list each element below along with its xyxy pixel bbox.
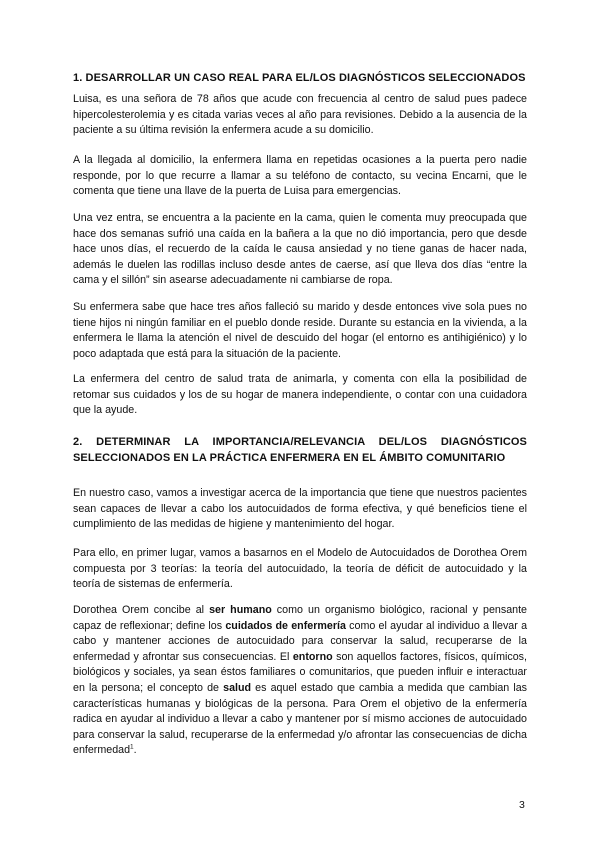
arrival-paragraph: A la llegada al domicilio, la enfermera llama en repetidas ocasiones a la puerta pero nadie responde, por lo que recurre a llamar a su teléfono de contacto, su vecina Encarni, que le comenta que tiene una llave de la puerta de Luisa para emergencias. bbox=[73, 154, 527, 198]
orem-model-paragraph: Para ello, en primer lugar, vamos a basarnos en el Modelo de Autocuidados de Dorothea Orem compuesta por 3 teorías: la teoría del autocuidado, la teoría de déficit de autocuidado y la teoría de sistemas de enfermería. bbox=[73, 547, 527, 591]
orem-concepts-paragraph: Dorothea Orem concibe al ser humano como un organismo biológico, racional y pensante capaz de reflexionar; define los cuidados de enfermería como el ayudar al individuo a llevar a cabo y mantener acciones de autocuidado para conservar la salud, recuperarse de la enfermedad y afrontar sus consecuencias. El entorno son aquellos factores, físicos, químicos, biológicos y sociales, ya sean éstos familiares o comunitarios, que pueden influir e interactuar en la persona; el concepto de salud es aquel estado que cambia a medida que cambian las características humanas y biológicas de la persona. Para Orem el objetivo de la enfermería radica en ayudar al individuo a llevar a cabo y mantener por sí mismo acciones de autocuidado para conservar la salud, recuperarse de la enfermedad y/o afrontar las consecuencias de dicha enfermedad$^1$. bbox=[73, 604, 528, 757]
page-number: 3 bbox=[519, 799, 525, 811]
term-salud: salud bbox=[223, 681, 252, 694]
self-care-importance-paragraph: En nuestro caso, vamos a investigar acerca de la importancia que tiene que nuestros pacientes sean capaces de llevar a cabo los autocuidados de forma efectiva, y qué beneficios tiene el cumplimiento de las medidas de higiene y mantenimiento del hogar. bbox=[73, 487, 527, 531]
section-2-heading: 2. DETERMINAR LA IMPORTANCIA/RELEVANCIA DEL/LOS DIAGNÓSTICOS SELECCIONADOS EN LA PRÁCTICA ENFERMERA EN EL ÁMBITO COMUNITARIO bbox=[73, 436, 527, 464]
term-cuidados-enfermeria: cuidados de enfermería bbox=[225, 619, 346, 632]
case-intro-paragraph: Luisa, es una señora de 78 años que acude con frecuencia al centro de salud pues padece hipercolesterolemia y es citada varias veces al año para revisiones. Debido a la ausencia de la paciente a su última revisión la enfermera acude a su domicilio. bbox=[73, 93, 527, 137]
term-ser-humano: ser humano bbox=[209, 604, 272, 616]
section-1-heading: 1. DESARROLLAR UN CASO REAL PARA EL/LOS DIAGNÓSTICOS SELECCIONADOS bbox=[73, 72, 526, 84]
footnote-reference: 1 bbox=[130, 743, 134, 751]
social-situation-paragraph: Su enfermera sabe que hace tres años falleció su marido y desde entonces vive sola pues no tiene hijos ni ningún familiar en el pueblo donde reside. Durante su estancia en la vivienda, a la enfermera le llama la atención el nivel de descuido del hogar (el entorno es antihigiénico) y lo poco adaptada que está para la situación de la paciente. bbox=[73, 301, 527, 360]
term-entorno: entorno bbox=[292, 650, 333, 663]
nurse-encouragement-paragraph: La enfermera del centro de salud trata de animarla, y comenta con ella la posibilidad de retomar sus cuidados y los de su hogar de manera independiente, o contar con una cuidadora que la ayude. bbox=[73, 373, 527, 417]
patient-fall-paragraph: Una vez entra, se encuentra a la paciente en la cama, quien le comenta muy preocupada que hace dos semanas sufrió una caída en la bañera a la que no dió importancia, pero que desde hace unos días, el recuerdo de la caída le causa ansiedad y no tiene ganas de hacer nada, además le duelen las rodillas incluso desde antes de caerse, así que lleva dos días “entre la cama y el sillón” sin asearse adecuadamente ni cambiarse de ropa. bbox=[73, 212, 527, 287]
